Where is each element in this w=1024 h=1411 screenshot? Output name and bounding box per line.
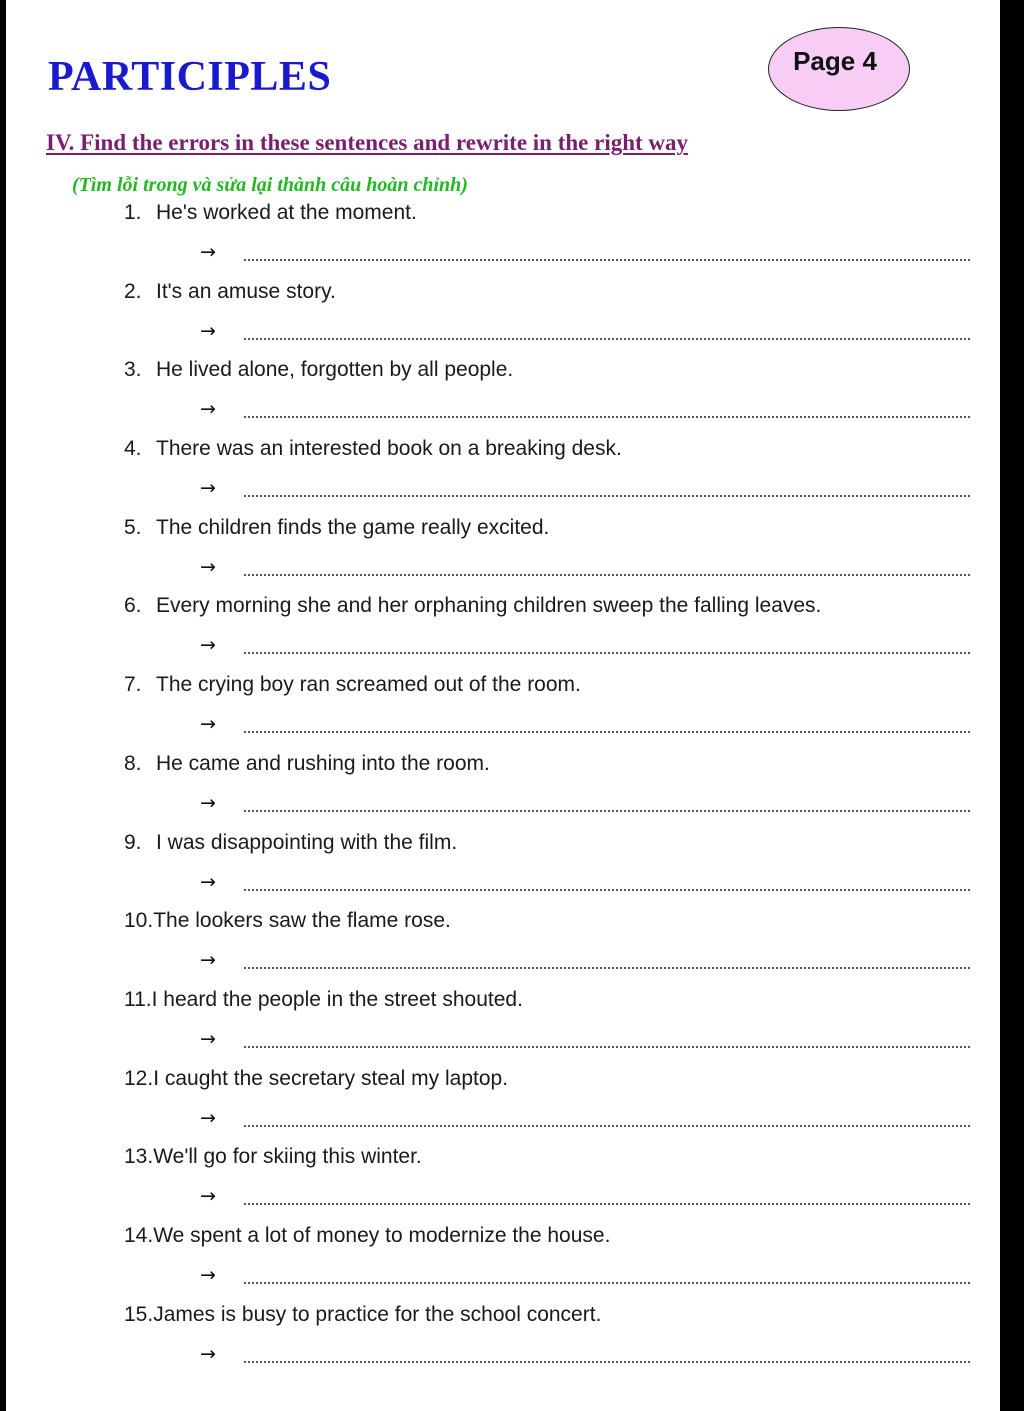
- question: [124, 277, 336, 307]
- question-text: Every morning she and her orphaning children sweep the falling leaves.: [156, 594, 822, 618]
- exercise-item: [6, 670, 1000, 749]
- question-text: The lookers saw the flame rose.: [153, 909, 451, 933]
- question-number: 1.: [124, 201, 142, 224]
- worksheet-page: [6, 0, 1000, 1411]
- question-text: It's an amuse story.: [156, 279, 336, 303]
- question-text: There was an interested book on a breaking desk.: [156, 437, 622, 461]
- arrow-icon: →: [200, 1342, 216, 1365]
- question-text: I heard the people in the street shouted.: [151, 987, 523, 1011]
- section-instruction: (Tìm lỗi trong và sửa lại thành câu hoàn chỉnh): [72, 174, 468, 196]
- question: [124, 906, 451, 936]
- arrow-icon: →: [200, 555, 216, 578]
- question-number: 3.: [124, 358, 142, 382]
- question: [124, 828, 457, 858]
- answer-line[interactable]: [244, 1282, 970, 1284]
- answer-line[interactable]: [244, 731, 970, 733]
- answer-line[interactable]: [244, 652, 970, 654]
- answer-line[interactable]: [244, 495, 970, 497]
- arrow-icon: →: [200, 1185, 216, 1208]
- answer-line[interactable]: [244, 1046, 970, 1048]
- answer-line[interactable]: [244, 259, 970, 261]
- arrow-icon: →: [200, 634, 216, 657]
- question: [124, 670, 581, 700]
- question-number: 12.: [124, 1066, 154, 1090]
- question-text: The crying boy ran screamed out of the room.: [156, 673, 581, 697]
- question-text: He lived alone, forgotten by all people.: [156, 358, 514, 382]
- question-number: 8.: [124, 751, 142, 775]
- question: [124, 1300, 601, 1330]
- question-number: 13.: [124, 1145, 154, 1169]
- question-number: 5.: [124, 515, 142, 539]
- exercise-item: [6, 591, 1000, 670]
- exercise-item: [6, 828, 1000, 907]
- question-text: We'll go for skiing this winter.: [153, 1145, 422, 1169]
- page-number-label: Page 4: [793, 46, 877, 76]
- exercise-item: [6, 985, 1000, 1064]
- question: [124, 1221, 610, 1251]
- question-text: He's worked at the moment.: [156, 201, 417, 224]
- exercise-item: [6, 198, 1000, 277]
- question: [124, 749, 490, 779]
- answer-line[interactable]: [244, 810, 970, 812]
- exercise-item: [6, 749, 1000, 828]
- exercise-item: [6, 1221, 1000, 1300]
- question: [124, 985, 523, 1015]
- exercise-item: [6, 1300, 1000, 1379]
- exercise-item: [6, 277, 1000, 356]
- question-number: 10.: [124, 909, 154, 933]
- question: [124, 434, 622, 464]
- question-number: 2.: [124, 279, 142, 303]
- question: [124, 1142, 422, 1172]
- exercise-item: [6, 513, 1000, 592]
- exercise-item: [6, 1142, 1000, 1221]
- question-text: He came and rushing into the room.: [156, 751, 490, 775]
- question-number: 4.: [124, 437, 142, 461]
- question: [124, 198, 417, 228]
- arrow-icon: →: [200, 1263, 216, 1286]
- question-number: 11.: [124, 987, 152, 1011]
- question: [124, 1064, 508, 1094]
- question-text: I caught the secretary steal my laptop.: [153, 1066, 509, 1090]
- arrow-icon: →: [200, 241, 216, 263]
- question-number: 6.: [124, 594, 142, 618]
- answer-line[interactable]: [244, 1361, 970, 1363]
- question-number: 14.: [124, 1223, 154, 1247]
- exercise-item: [6, 355, 1000, 434]
- exercise-item: [6, 434, 1000, 513]
- answer-line[interactable]: [244, 574, 970, 576]
- arrow-icon: →: [200, 791, 216, 814]
- arrow-icon: →: [200, 713, 216, 736]
- question-text: I was disappointing with the film.: [156, 830, 458, 854]
- arrow-icon: →: [200, 398, 216, 421]
- question-number: 9.: [124, 830, 142, 854]
- question-text: We spent a lot of money to modernize the house.: [153, 1223, 611, 1247]
- exercise-item: [6, 1064, 1000, 1143]
- answer-line[interactable]: [244, 889, 970, 891]
- answer-line[interactable]: [244, 1125, 970, 1127]
- section-heading: IV. Find the errors in these sentences and rewrite in the right way: [46, 130, 689, 155]
- exercise-item: [6, 906, 1000, 985]
- arrow-icon: →: [200, 870, 216, 893]
- question: [124, 513, 549, 543]
- arrow-icon: →: [200, 949, 216, 972]
- question: [124, 591, 821, 621]
- answer-line[interactable]: [244, 416, 970, 418]
- arrow-icon: →: [200, 1106, 216, 1129]
- arrow-icon: →: [200, 1027, 216, 1050]
- answer-line[interactable]: [244, 967, 970, 969]
- arrow-icon: →: [200, 319, 216, 342]
- arrow-icon: →: [200, 477, 216, 500]
- question-text: James is busy to practice for the school concert.: [153, 1302, 602, 1326]
- page-number-badge: [768, 27, 910, 111]
- question-text: The children finds the game really excited.: [156, 515, 550, 539]
- question-number: 7.: [124, 673, 142, 697]
- question-number: 15.: [124, 1302, 154, 1326]
- answer-line[interactable]: [244, 338, 970, 340]
- answer-line[interactable]: [244, 1203, 970, 1205]
- page-title: PARTICIPLES: [48, 54, 332, 100]
- exercise-list: [6, 198, 1000, 1378]
- question: [124, 355, 513, 385]
